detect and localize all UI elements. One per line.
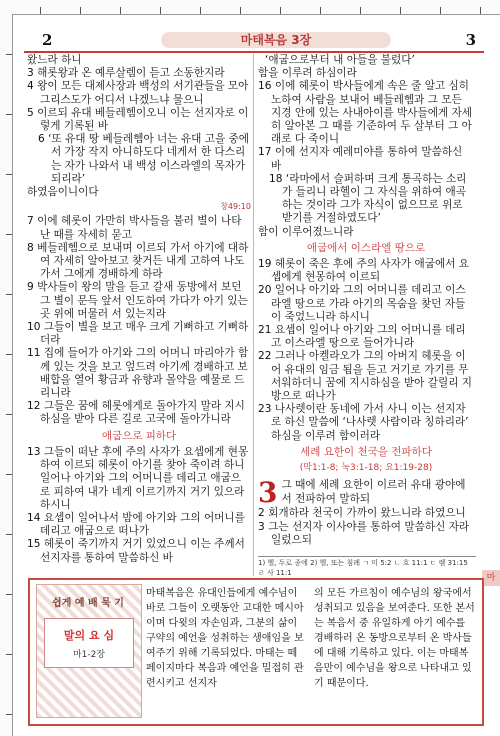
cross-reference: 창49:10 (220, 202, 251, 212)
verse-22: 22 그러나 아켈라오가 그의 아버지 헤롯을 이어 유대의 임금 됨을 듣고 거기로 가기를 무서워하더니 꿈에 지시하심을 받아 갈릴리 지방으로 떠나가 (258, 350, 473, 403)
verse-3: 3 해롯왕과 온 예루살렘이 듣고 소동한지라 (27, 67, 225, 80)
verse-11: 11 집에 들어가 아기와 그의 어머니 마리아가 함께 있는 것을 보고 엎드려 아기께 경배하고 보배합을 열어 황금과 유향과 몰약을 예물로 드리니라 (27, 347, 249, 400)
column-divider (253, 54, 254, 576)
verse-15-quote: ‘애굽으로부터 내 아들을 불렀다’ (265, 54, 415, 66)
devotional-box (28, 578, 484, 726)
verse-23: 23 나사렛이란 동네에 가서 사니 이는 선지자로 하신 말씀에 ‘나사렛 사람이라 칭하리라’ 하심을 이루려 함이러라 (258, 403, 469, 442)
chapter-number: 3 (258, 476, 278, 510)
section-heading: 세례 요한이 천국을 전파하다 (300, 445, 432, 458)
verse-18-end: 함이 이루어졌느니라 (258, 225, 354, 238)
verse-4: 4 왕이 모든 대제사장과 백성의 서기관들을 모아 그리스도가 어디서 나겠느냐 물으니 (27, 80, 249, 106)
verse-18: 18 ‘라마에서 슬퍼하며 크게 통곡하는 소리가 들리니 라헬이 그 자식을 위하여 애곡하는 것이라 그가 자식이 없으므로 위로 받기를 거절하였도다’ (269, 172, 467, 225)
card-subtitle: 마1-2장 (72, 650, 106, 660)
summary-card (44, 618, 134, 668)
verse-16: 16 이에 헤롯이 박사들에게 속은 줄 알고 심히 노하여 사람을 보내어 베들레헴과 그 모든 지경 안에 있는 사내아이를 박사들에게 자세히 알아본 그 때를 기준하여 두 살부터 그 아래로 다 죽이니 (258, 80, 473, 146)
verse-17: 17 이에 선지자 예레미야를 통하여 말씀하신 바 (258, 146, 463, 172)
footnotes: 1) 헬, 두로 종에 2) 헬, 또는 침례 ㄱ 미 5:2 ㄴ 호 11:1 ㄷ 렘 31:15 ㄹ 사 11:1 (258, 556, 476, 578)
verse-2: 2 회개하라 천국이 가까이 왔느니라 하였으니 (258, 507, 466, 520)
verse-6: 6 ‘또 유대 땅 베들레헴아 너는 유대 고을 중에서 가장 작지 아니하도다 네게서 한 다스리는 자가 나와서 내 백성 이스라엘의 목자가 되리라’ (38, 133, 250, 185)
parallel-references: (막1:1-8; 눅3:1-18; 요1:19-28) (299, 463, 433, 474)
header-rule (24, 51, 484, 53)
verse-14: 14 요셉이 일어나서 밤에 아기와 그의 어머니를 데리고 애굽으로 떠나가 (27, 511, 245, 538)
page-number-right: 3 (465, 31, 476, 49)
verse-8: 8 베들레헴으로 보내며 이르되 가서 아기에 대하여 자세히 알아보고 찾거든 내게 고하여 나도 가서 그에게 경배하게 하라 (27, 241, 249, 281)
book-tab[interactable]: 마 (482, 570, 500, 586)
devotional-text-1: 마태복음은 유대인들에게 예수님이 바로 그들이 오랫동안 고대한 메시아이며 다윗의 자손임과, 그분의 삶이 구약의 예언을 성취하는 생애임을 보여주기 위해 기록되었다. 마태는 떼 페이지마다 복음과 예언을 밀접히 관련시키고 선지자 (146, 588, 304, 689)
verse-13: 13 그들이 떠난 후에 주의 사자가 요셉에게 현몽하여 이르되 헤롯이 아기를 찾아 죽이려 하니 일어나 아기와 그의 어머니를 데리고 애굽으로 피하여 내가 네게 이르기까지 거기 있으라 하시니 (27, 445, 249, 511)
verse-6-end: 하였음이니이다 (27, 186, 99, 199)
verse-7: 7 이에 헤롯이 가만히 박사들을 불러 별이 나타난 때를 자세히 묻고 (27, 215, 242, 241)
section-heading: 애굽에서 이스라엘 땅으로 (306, 241, 426, 254)
left-column (27, 54, 251, 565)
verse-1: 그 때에 세례 요한이 이르러 유대 광야에서 전파하여 말하되 (281, 479, 466, 505)
verse-21: 21 요셉이 일어나 아기와 그의 어머니를 데리고 이스라엘 땅으로 들어가니라 (258, 324, 466, 350)
verse-9: 9 박사들이 왕의 말을 듣고 갈새 동방에서 보던 그 별이 문득 앞서 인도하여 가다가 아기 있는 곳 위에 머물러 서 있는지라 (27, 281, 248, 320)
section-heading: 애굽으로 피하다 (101, 429, 177, 442)
page-header (24, 31, 484, 51)
verse-15-end: 함을 이루려 하심이라 (258, 67, 357, 80)
verse-3: 3 그는 선지자 이사야를 통하여 말씀하신 자라 일렀으되 (258, 520, 470, 546)
verse-12: 12 그들은 꿈에 헤롯에게로 돌아가지 말라 지시하심을 받아 다른 길로 고국에 돌아가니라 (27, 400, 245, 426)
verse: 왔느라 하니 (27, 54, 82, 66)
page-number-left: 2 (42, 31, 53, 49)
verse-5: 5 이르되 유대 베들레헴이오니 이는 선지자로 이렇게 기록된 바 (27, 106, 249, 133)
card-title: 말의 요 심 (63, 629, 115, 642)
devotional-logo: 쉽게 예 배 묵 기 (52, 598, 124, 609)
verse-10: 10 그들이 별을 보고 매우 크게 기뻐하고 기뻐하더라 (27, 321, 249, 347)
top-ruler (0, 0, 500, 15)
chapter-title: 마태복음 3장 (161, 32, 391, 48)
verse-19: 19 헤롯이 죽은 후에 주의 사자가 애굽에서 요셉에게 현몽하여 이르되 (258, 258, 470, 284)
right-column (258, 54, 474, 547)
devotional-text-2: 의 모든 가르침이 예수님의 왕국에서 성취되고 있음을 보여준다. 또한 본서는 복음서 중 유일하게 아기 예수를 경배하러 온 동방으로부터 온 박사들에 대해 기록하고 있다. 이는 마태복음만이 예수님을 왕으로 나타내고 있기 때문이다. (314, 588, 475, 689)
left-ruler (0, 14, 13, 736)
verse-20: 20 일어나 아기와 그의 어머니를 데리고 이스라엘 땅으로 가라 아기의 목숨을 찾던 자들이 죽었느니라 하시니 (258, 284, 466, 323)
verse-15: 15 헤롯이 죽기까지 거기 있었으니 이는 주께서 선지자를 통하여 말씀하신 바 (27, 538, 245, 564)
